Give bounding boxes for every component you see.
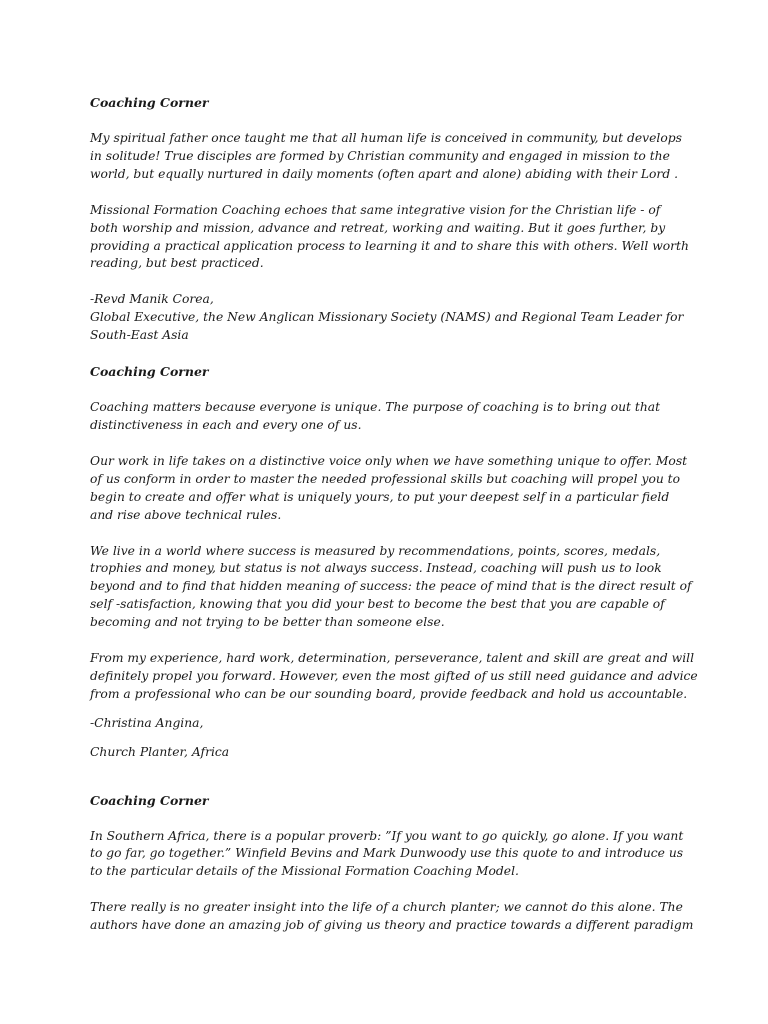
text-line: of us conform in order to master the needed professional skills but coaching will propel you to [90,471,681,486]
text-line: from a professional who can be our sounding board, provide feedback and hold us accountable. [90,686,688,701]
text-line: beyond and to find that hidden meaning of success: the peace of mind that is the direct result of [90,579,692,594]
text-line: begin to create and offer what is uniquely yours, to put your deepest self in a particular field [90,489,670,504]
text-line: Global Executive, the New Anglican Missionary Society (NAMS) and Regional Team Leader for [90,310,684,325]
text-line: trophies and money, but status is not always success. Instead, coaching will push us to look [90,561,662,576]
text-line: Our work in life takes on a distinctive voice only when we have something unique to offer. Most [90,453,688,468]
paragraph [90,453,690,525]
text-line: authors have done an amazing job of giving us theory and practice towards a different paradigm [90,918,694,933]
text-line: South-East Asia [90,328,189,343]
text-line: definitely propel you forward. However, even the most gifted of us still need guidance and advice [90,668,698,683]
signature-role: Church Planter, Africa [90,744,230,759]
text-line: and rise above technical rules. [90,507,282,522]
text-line: We live in a world where success is measured by recommendations, points, scores, medals, [90,543,661,558]
section-title: Coaching Corner [90,792,209,808]
text-line: Coaching matters because everyone is unique. The purpose of coaching is to bring out that [90,400,661,415]
text-line: to go far, go together.” Winfield Bevins and Mark Dunwoody use this quote to and introduce us [90,846,684,861]
paragraph [90,202,690,274]
paragraph [90,543,690,633]
section-title: Coaching Corner [90,95,209,110]
text-line: in solitude! True disciples are formed by Christian community and engaged in mission to the [90,148,670,163]
text-line: -Revd Manik Corea, [90,292,214,307]
section-2 [90,363,698,762]
text-line: to the particular details of the Missional Formation Coaching Model. [90,864,519,879]
text-line: There really is no greater insight into the life of a church planter; we cannot do this alone. The [90,900,683,915]
text-line: world, but equally nurtured in daily moments (often apart and alone) abiding with their Lord . [90,166,679,181]
text-line: Missional Formation Coaching echoes that same integrative vision for the Christian life - of [90,202,661,217]
text-line: providing a practical application process to learning it and to share this with others. Well worth [90,238,689,253]
text-line: In Southern Africa, there is a popular proverb: ”If you want to go quickly, go alone. If you want [90,828,684,843]
text-line: both worship and mission, advance and retreat, working and waiting. But it goes further, by [90,220,666,235]
paragraph [90,399,690,435]
document-page [90,94,698,953]
attribution [90,291,690,345]
text-line: My spiritual father once taught me that all human life is conceived in community, but develops [90,131,682,145]
paragraph [90,130,690,184]
signature-name: -Christina Angina, [90,715,204,730]
text-line: distinctiveness in each and every one of us. [90,417,362,432]
text-line: From my experience, hard work, determination, perseverance, talent and skill are great and will [90,651,695,666]
paragraph [90,828,690,882]
section-3 [90,792,694,936]
paragraph [90,899,694,935]
section-title: Coaching Corner [90,364,209,380]
section-1 [90,94,690,345]
text-line: self -satisfaction, knowing that you did your best to become the best that you are capable of [90,597,665,612]
text-line: reading, but best practiced. [90,256,264,271]
paragraph [90,650,698,704]
text-line: becoming and not trying to be better than someone else. [90,615,445,630]
